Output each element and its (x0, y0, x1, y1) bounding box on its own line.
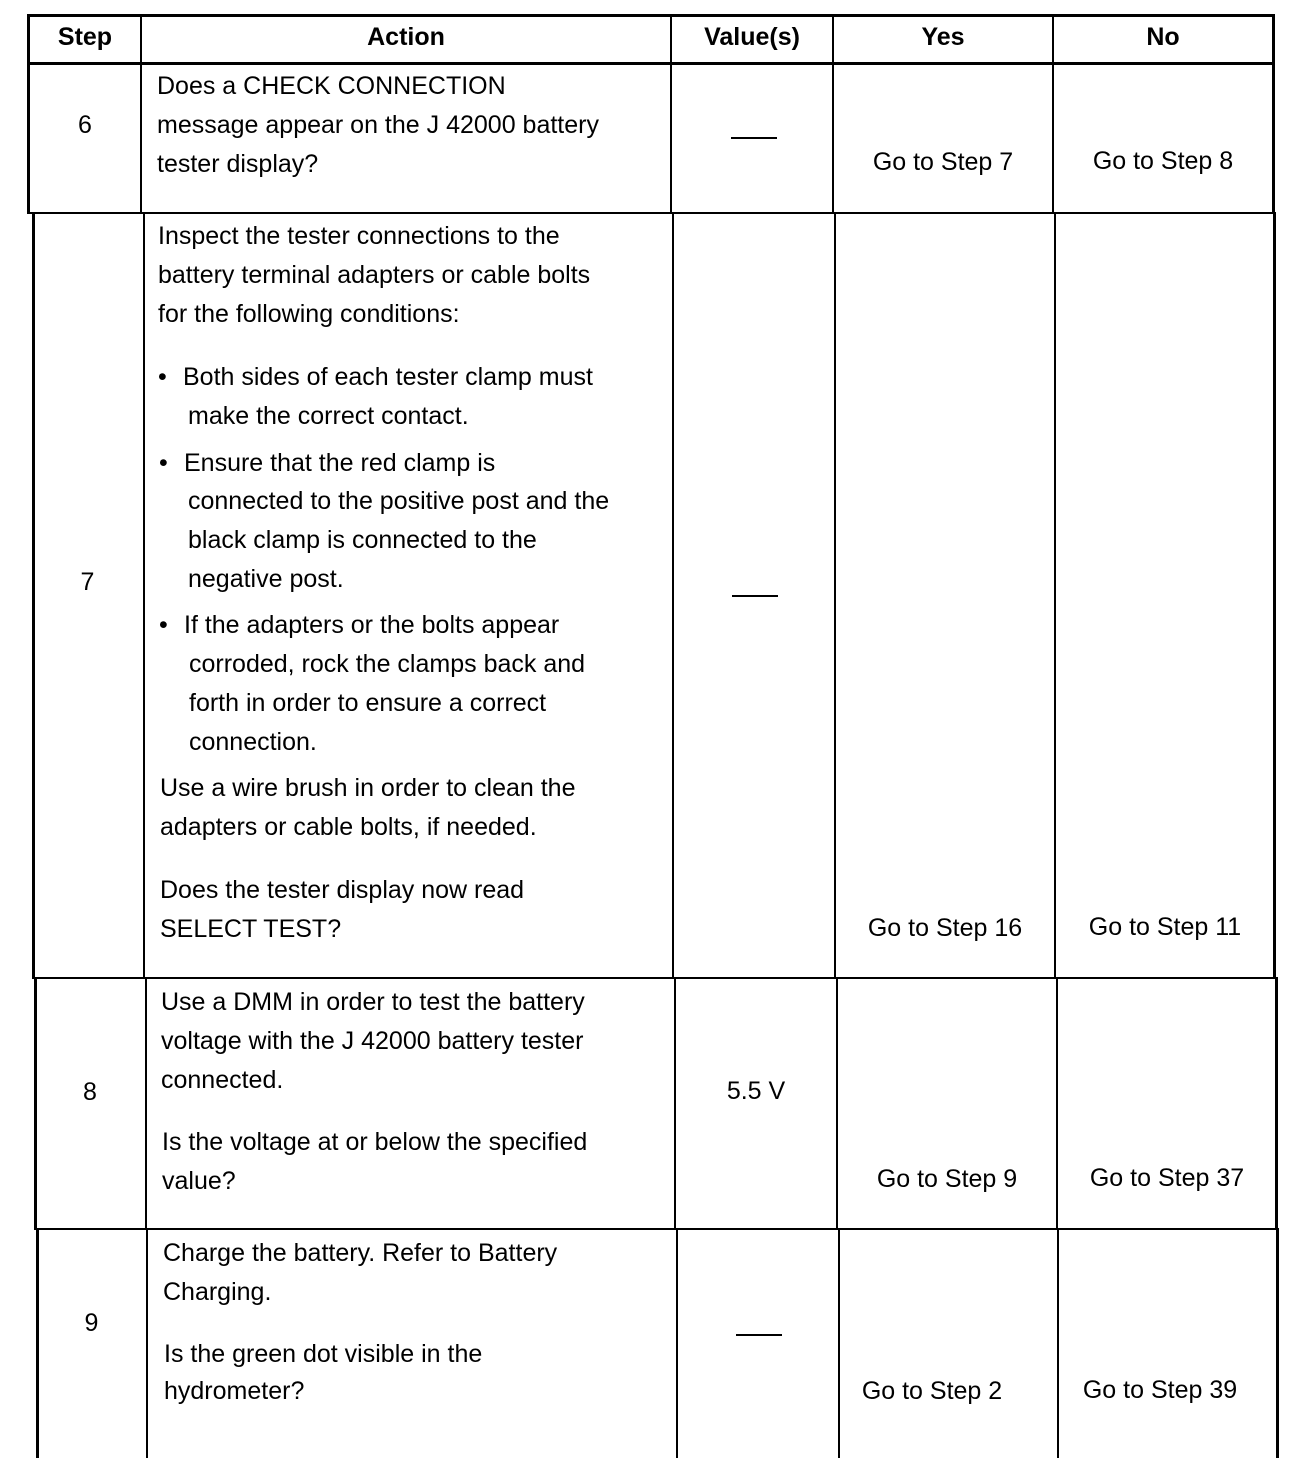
bullet-3-line-3: forth in order to ensure a correct (189, 689, 547, 717)
header-no: No (1146, 23, 1180, 51)
step-action-divider-2 (143, 212, 145, 979)
yes-no-divider-4 (1057, 1228, 1059, 1458)
bullet-1-line-1: Both sides of each tester clamp must (183, 363, 593, 391)
row-7-after-line-1: Use a wire brush in order to clean the (160, 774, 576, 802)
bullet-3-marker: • (159, 611, 168, 639)
header-values: Value(s) (704, 23, 800, 51)
row-7-intro-line-1: Inspect the tester connections to the (158, 222, 560, 250)
right-border-2 (1273, 212, 1276, 979)
row-8-action-line-1: Use a DMM in order to test the battery (161, 988, 585, 1016)
row-7-step: 7 (80, 568, 95, 596)
header-step: Step (57, 23, 113, 51)
row-6-bottom-border (30, 212, 1275, 214)
row-7-question-line-1: Does the tester display now read (160, 876, 525, 904)
bullet-3-line-4: connection. (189, 728, 317, 756)
bullet-2-line-4: negative post. (188, 565, 344, 593)
bullet-2-line-1: Ensure that the red clamp is (184, 449, 496, 477)
row-6-yes: Go to Step 7 (872, 148, 1014, 176)
row-6-action-line-3: tester display? (157, 150, 319, 178)
row-8-action-line-3: connected. (161, 1066, 284, 1094)
row-7-after-line-2: adapters or cable bolts, if needed. (160, 813, 537, 841)
value-yes-divider-4 (838, 1228, 840, 1458)
step-action-divider-3 (145, 977, 147, 1230)
bullet-1-line-2: make the correct contact. (188, 402, 469, 430)
row-9-no: Go to Step 39 (1082, 1376, 1238, 1404)
bullet-3-line-1: If the adapters or the bolts appear (184, 611, 560, 639)
action-value-divider-2 (672, 212, 674, 979)
row-8-action-line-2: voltage with the J 42000 battery tester (161, 1027, 584, 1055)
row-9-step: 9 (84, 1309, 99, 1337)
header-action: Action (367, 23, 445, 51)
step-action-divider-4 (146, 1228, 148, 1458)
row-6-value-dash (731, 137, 777, 139)
row-7-intro-line-2: battery terminal adapters or cable bolts (158, 261, 591, 289)
row-8-question-line-2: value? (162, 1167, 236, 1195)
bullet-2-line-2: connected to the positive post and the (188, 487, 610, 515)
row-9-action-line-2: Charging. (163, 1278, 272, 1306)
row-8-step: 8 (83, 1078, 97, 1106)
row-9-question-line-1: Is the green dot visible in the (164, 1340, 483, 1368)
action-value-divider-4 (676, 1228, 678, 1458)
header-yes: Yes (921, 23, 965, 51)
bullet-2-marker: • (159, 449, 168, 477)
row-9-action-line-1: Charge the battery. Refer to Battery (163, 1239, 558, 1267)
row-7-question-line-2: SELECT TEST? (160, 915, 342, 943)
value-yes-divider-2 (834, 212, 836, 979)
row-9-question-line-2: hydrometer? (164, 1377, 305, 1405)
row-9-yes: Go to Step 2 (861, 1377, 1003, 1405)
row-6-action-line-1: Does a CHECK CONNECTION (157, 72, 506, 100)
row-8-question-line-1: Is the voltage at or below the specified (162, 1128, 588, 1156)
header-bottom-border (27, 62, 1275, 65)
row-7-value-dash (732, 595, 778, 597)
row-8-yes: Go to Step 9 (876, 1165, 1018, 1193)
bullet-2-line-3: black clamp is connected to the (188, 526, 537, 554)
row-7-no: Go to Step 11 (1088, 913, 1242, 941)
row-7-intro-line-3: for the following conditions: (158, 300, 460, 328)
row-6-step: 6 (78, 111, 92, 139)
row-8-no: Go to Step 37 (1089, 1164, 1245, 1192)
right-border-4 (1276, 1228, 1279, 1458)
right-border (1272, 14, 1275, 214)
row-8-bottom-border (35, 1228, 1278, 1230)
left-border-4 (36, 1228, 39, 1458)
yes-no-divider-2 (1054, 212, 1056, 979)
row-6-no: Go to Step 8 (1092, 147, 1234, 175)
row-9-value-dash (736, 1334, 782, 1336)
bullet-1-marker: • (158, 363, 167, 391)
row-7-yes: Go to Step 16 (867, 914, 1023, 942)
bullet-3-line-2: corroded, rock the clamps back and (189, 650, 586, 678)
row-6-action-line-2: message appear on the J 42000 battery (157, 111, 599, 139)
row-8-value: 5.5 V (726, 1077, 786, 1105)
row-7-bottom-border (33, 977, 1277, 979)
